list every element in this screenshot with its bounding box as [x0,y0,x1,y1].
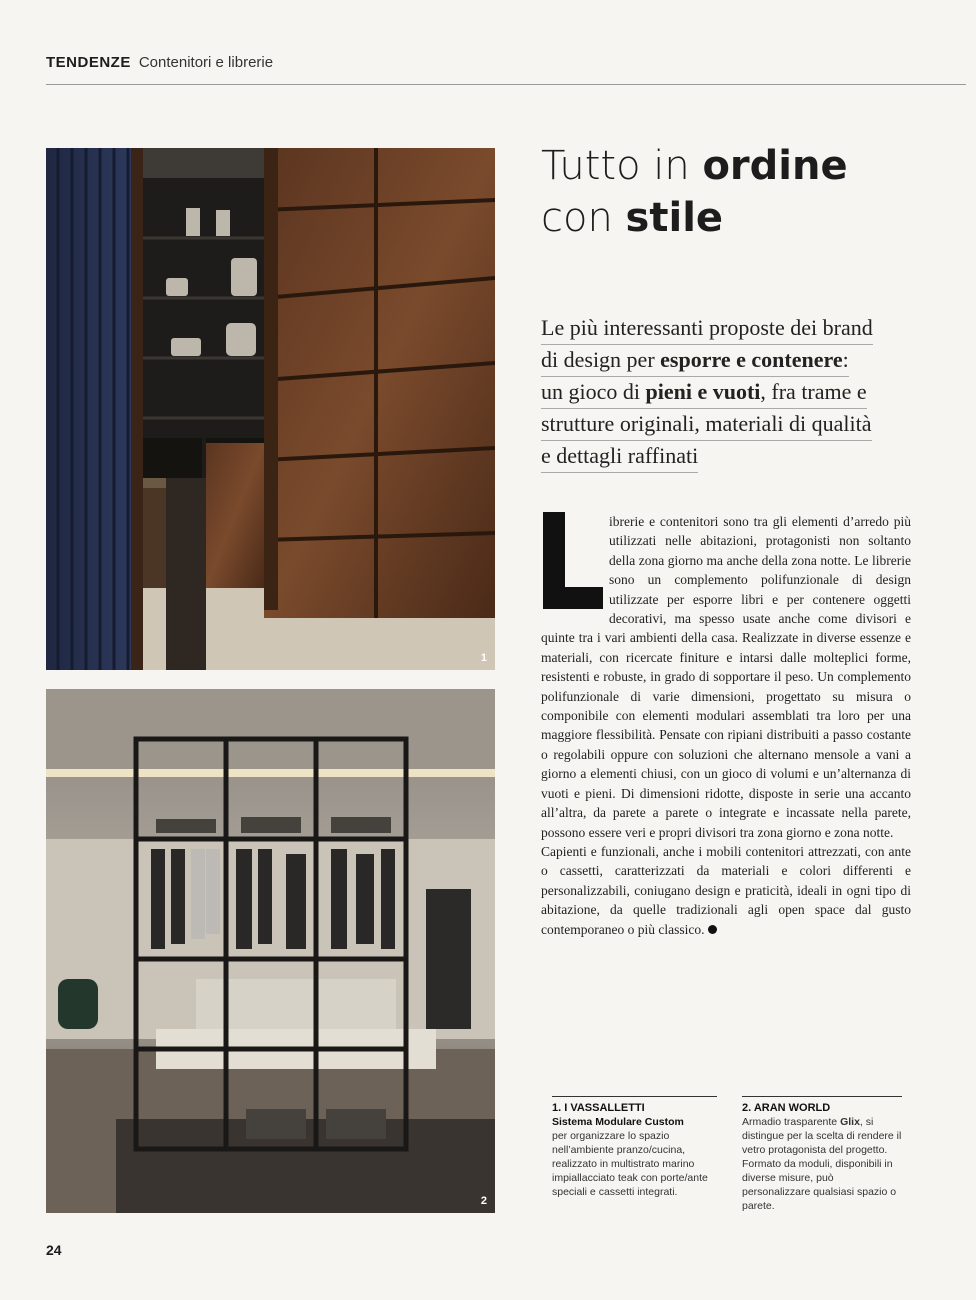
page-header [46,54,966,85]
article-subtitle: Le più interessanti proposte dei brand di design per esporre e contenere: un gioco di pieni e vuoti, fra trame e strutture originali, materiali di qualità e dettagli raffinati [541,313,931,473]
photo-number: 1 [480,652,487,664]
page-number: 24 [46,1242,62,1258]
caption-1: 1. I VASSALLETTI Sistema Modulare Custom per organizzare lo spazio nell’ambiente pranzo/cucina, realizzato in multistrato marino impiallacciato teak con porte/ante speciali e cassetti integrati. [552,1096,717,1199]
article-body [541,512,911,939]
article-title: Tutto in ordine con stile [541,143,848,241]
photo-glass-wardrobe-illustration [46,689,495,1213]
photo-number: 2 [480,1195,487,1207]
photo-walnut-storage-illustration [46,148,495,670]
photo-walnut-storage [46,148,495,670]
photo-glass-wardrobe [46,689,495,1213]
section-label: TENDENZE [46,54,131,71]
end-bullet-icon [708,925,717,934]
body-paragraph-1: ibrerie e contenitori sono tra gli elementi d’arredo più utilizzati nelle abitazioni, protagonisti non soltanto della zona giorno ma anche della zona notte. Le librerie sono un complemento polifunzionale di design utilizzate per esporre libri e per contenere oggetti decorativi, ma spesso usate anche come divisori e quinte tra i vari ambienti della casa. Realizzate in diverse essenze e materiali, con ricercate finiture e intarsi dalle molteplici forme, resistenti e robuste, in grado di sopportare il peso. Un complemento polifunzionale di varie dimensioni, progettato su misura o componibile con elementi modulari assemblati tra loro per una maggiore flessibilità. Pensate con ripiani distribuiti a passo costante o regolabili oppure con soluzioni che alternano mensole a vani a giorno a elementi chiusi, con un gioco di volumi e un’alternanza di vuoti e pieni. Di dimensioni ridotte, disposte in serie una accanto all’altra, da parete a parete o integrate e incassate nella parete, possono essere veri e propri divisori tra zona giorno e zona notte. [541,514,911,840]
caption-2: 2. ARAN WORLD Armadio trasparente Glix, si distingue per la scelta di rendere il vetro protagonista del progetto. Formato da moduli, disponibili in diverse misure, può personalizzare qualsiasi spazio o parete. [742,1096,902,1213]
topic-label: Contenitori e librerie [138,54,274,71]
drop-cap [541,512,607,612]
body-paragraph-2: Capienti e funzionali, anche i mobili contenitori attrezzati, con ante o cassetti, caratterizzati da materiali e colori differenti e personalizzabili, coniugano design e praticità, ideali in ogni tipo di abitazione, da quelle tradizionali agli open space dal gusto contemporaneo o più classico. [541,843,911,937]
